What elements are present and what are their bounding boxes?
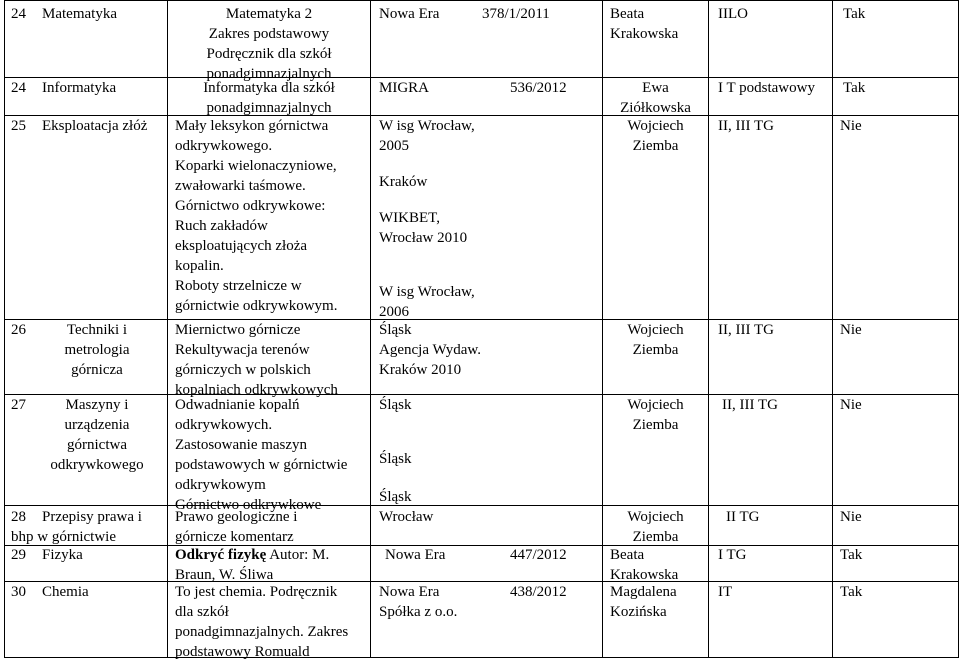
choice-status: Nie xyxy=(840,322,862,338)
textbook-title-bold: Odkryć fizykę xyxy=(175,547,267,563)
row-number: 29 xyxy=(11,547,26,563)
author: Wojciech Ziemba xyxy=(627,509,684,545)
textbook-title: Matematyka 2 Zakres podstawowy Podręcznik dla szkół ponadgimnazjalnych xyxy=(206,6,332,82)
textbook-title: Miernictwo górnicze Rekultywacja terenów górniczych w polskich kopalniach odkrywkowych xyxy=(175,322,338,398)
class-level: II, III TG xyxy=(722,397,778,413)
choice-status: Tak xyxy=(843,80,866,96)
choice-status: Nie xyxy=(840,118,862,134)
publisher: Śląsk Agencja Wydaw. Kraków 2010 xyxy=(379,322,481,378)
publisher: Nowa Era Spółka z o.o. xyxy=(379,584,458,620)
publisher: Wrocław xyxy=(379,509,434,525)
textbook-title: Odkryć fizykę Autor: M. Braun, W. Śliwa xyxy=(175,547,330,583)
author: Beata Krakowska xyxy=(610,547,679,583)
author: Wojciech Ziemba xyxy=(627,118,684,154)
row-number: 26 xyxy=(11,322,26,338)
textbook-title: To jest chemia. Podręcznik dla szkół ponadgimnazjalnych. Zakres podstawowy Romuald xyxy=(175,584,349,660)
class-level: II TG xyxy=(726,509,760,525)
subject: Przepisy prawa i xyxy=(42,509,142,525)
approval-number: 536/2012 xyxy=(510,80,567,96)
textbook-title: Prawo geologiczne i górnicze komentarz xyxy=(175,509,298,545)
row-number: 25 xyxy=(11,118,26,134)
textbook-title: Odwadnianie kopalń odkrywkowych. Zastosowanie maszyn podstawowych w górnictwie odkrywkowym Górnictwo odkrywkowe xyxy=(175,397,348,513)
publisher: Nowa Era xyxy=(379,6,440,22)
subject: Fizyka xyxy=(42,547,83,563)
publisher: Nowa Era xyxy=(385,547,446,563)
approval-number: 378/1/2011 xyxy=(482,6,550,22)
row-number: 24 xyxy=(11,80,26,96)
choice-status: Tak xyxy=(840,547,863,563)
author: Wojciech Ziemba xyxy=(627,397,684,433)
class-level: I TG xyxy=(718,547,747,563)
publisher: MIGRA xyxy=(379,80,430,96)
subject: Maszyny i urządzenia górnictwa odkrywkowego xyxy=(50,397,144,473)
choice-status: Tak xyxy=(843,6,866,22)
textbook-title: Mały leksykon górnictwa odkrywkowego. Koparki wielonaczyniowe, zwałowarki taśmowe. Górnictwo odkrywkowe: Ruch zakładów eksploatujących złoża kopalin. Roboty strzelnicze w górnictwie odkrywkowym. xyxy=(175,118,338,314)
choice-status: Tak xyxy=(840,584,863,600)
author: Wojciech Ziemba xyxy=(627,322,684,358)
subject: Chemia xyxy=(42,584,89,600)
row-number: 30 xyxy=(11,584,26,600)
row-number: 24 xyxy=(11,6,26,22)
row-number: 28 xyxy=(11,509,26,525)
class-level: II, III TG xyxy=(718,322,774,338)
author: Ewa Ziółkowska xyxy=(620,80,691,116)
textbook-title: Informatyka dla szkół ponadgimnazjalnych xyxy=(203,80,335,116)
author: Beata Krakowska xyxy=(610,6,679,42)
class-level: IT xyxy=(718,584,733,600)
subject: Techniki i metrologia górnicza xyxy=(64,322,130,378)
subject: Eksploatacja złóż xyxy=(42,118,148,134)
class-level: II, III TG xyxy=(718,118,774,134)
row-number: 27 xyxy=(11,397,26,413)
choice-status: Nie xyxy=(840,397,862,413)
subject: Informatyka xyxy=(42,80,117,96)
choice-status: Nie xyxy=(840,509,862,525)
subject-continued: bhp w górnictwie xyxy=(11,529,116,545)
subject: Matematyka xyxy=(42,6,117,22)
class-level: IILO xyxy=(718,6,748,22)
author: Magdalena Kozińska xyxy=(610,584,677,620)
approval-number: 447/2012 xyxy=(510,547,567,563)
class-level: I T podstawowy xyxy=(718,80,815,96)
approval-number: 438/2012 xyxy=(510,584,567,600)
